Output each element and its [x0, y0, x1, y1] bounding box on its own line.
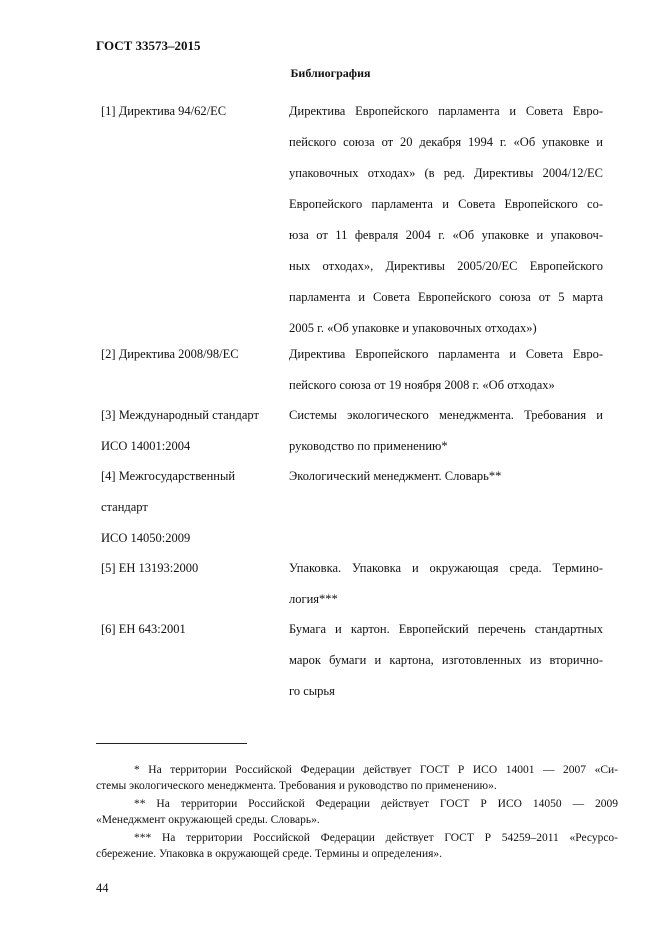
description-line: Экологический менеджмент. Словарь**	[289, 469, 502, 483]
description-line: пейского союза от 19 ноября 2008 г. «Об отходах»	[289, 378, 555, 392]
document-header: ГОСТ 33573–2015	[96, 38, 201, 53]
entry-reference	[101, 461, 281, 554]
description-line: Европейского парламента и Совета Европейского со-	[289, 197, 603, 211]
reference-line: [3] Международный стандарт	[101, 408, 259, 422]
entry-description	[289, 461, 603, 492]
entry-description	[289, 553, 603, 615]
description-line: 2005 г. «Об упаковке и упаковочных отходах»)	[289, 321, 537, 335]
reference-line: стандарт	[101, 500, 148, 514]
entry-description	[289, 614, 603, 707]
footnote-1	[96, 762, 618, 794]
footnote-line: *** На территории Российской Федерации действует ГОСТ Р 54259–2011 «Ресурсо-	[134, 832, 618, 844]
reference-line: [2] Директива 2008/98/EC	[101, 347, 239, 361]
footnote-line: сбережение. Упаковка в окружающей среде. Термины и определения».	[96, 848, 443, 860]
reference-line: [1] Директива 94/62/EC	[101, 104, 227, 118]
footnote-line: «Менеджмент окружающей среды. Словарь».	[96, 814, 320, 826]
entry-description	[289, 400, 603, 462]
description-line: Системы экологического менеджмента. Требования и	[289, 408, 603, 422]
reference-line: [6] ЕН 643:2001	[101, 622, 186, 636]
description-line: ных отходах», Директивы 2005/20/EC Европейского	[289, 259, 603, 273]
description-line: руководство по применению*	[289, 439, 448, 453]
description-line: Директива Европейского парламента и Совета Евро-	[289, 104, 603, 118]
entry-reference	[101, 614, 281, 645]
entry-reference	[101, 96, 281, 127]
footnote-line: стемы экологического менеджмента. Требования и руководство по применению».	[96, 780, 497, 792]
entry-description	[289, 339, 603, 401]
description-line: юза от 11 февраля 2004 г. «Об упаковке и упаковоч-	[289, 228, 603, 242]
entry-reference	[101, 553, 281, 584]
reference-line: [4] Межгосударственный	[101, 469, 236, 483]
reference-line: ИСО 14050:2009	[101, 531, 191, 545]
description-line: Директива Европейского парламента и Совета Евро-	[289, 347, 603, 361]
footnote-divider	[96, 743, 247, 744]
entry-reference	[101, 400, 281, 462]
description-line: логия***	[289, 592, 338, 606]
description-line: го сырья	[289, 684, 335, 698]
footnote-line: * На территории Российской Федерации действует ГОСТ Р ИСО 14001 — 2007 «Си-	[134, 764, 618, 776]
footnote-3	[96, 830, 618, 862]
reference-line: ИСО 14001:2004	[101, 439, 191, 453]
entry-reference	[101, 339, 281, 370]
description-line: пейского союза от 20 декабря 1994 г. «Об упаковке и	[289, 135, 603, 149]
entry-description	[289, 96, 603, 344]
footnote-line: ** На территории Российской Федерации действует ГОСТ Р ИСО 14050 — 2009	[134, 798, 618, 810]
footnote-2	[96, 796, 618, 828]
page-title: Библиография	[290, 66, 371, 80]
description-line: парламента и Совета Европейского союза от 5 марта	[289, 290, 603, 304]
page-number: 44	[96, 881, 109, 895]
description-line: Упаковка. Упаковка и окружающая среда. Термино-	[289, 561, 603, 575]
reference-line: [5] ЕН 13193:2000	[101, 561, 199, 575]
description-line: упаковочных отходах» (в ред. Директивы 2004/12/EC	[289, 166, 603, 180]
description-line: марок бумаги и картона, изготовленных из вторично-	[289, 653, 603, 667]
description-line: Бумага и картон. Европейский перечень стандартных	[289, 622, 603, 636]
